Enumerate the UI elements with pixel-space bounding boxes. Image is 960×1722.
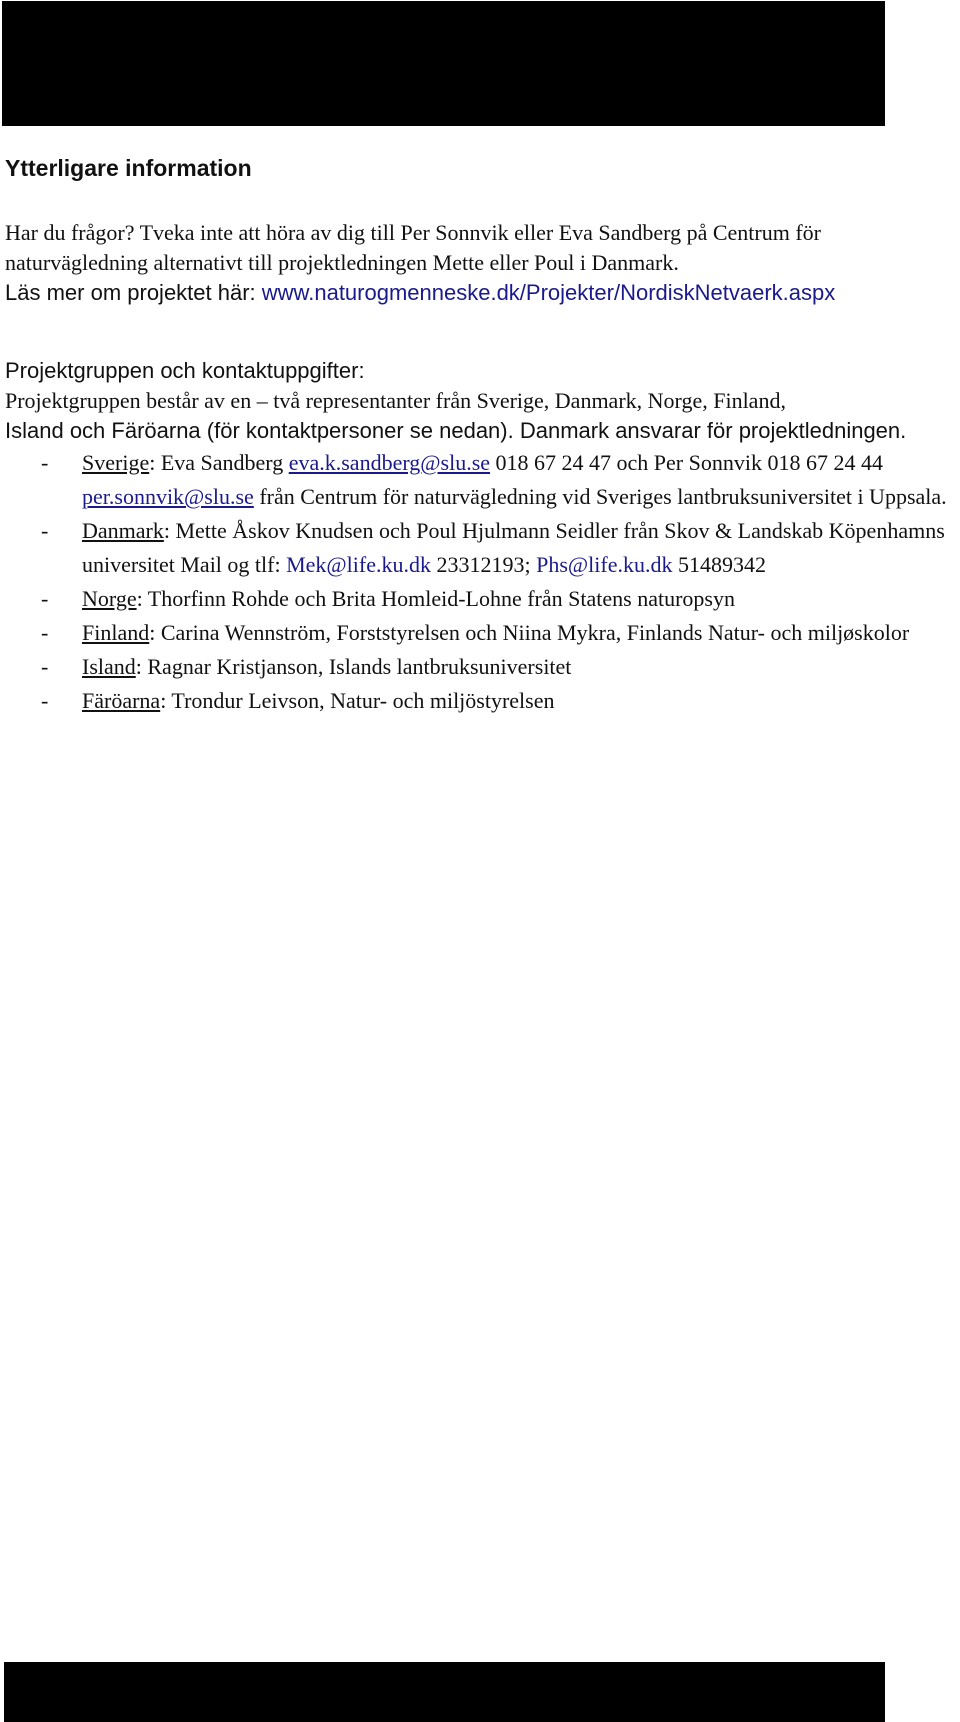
list-dash: - [41, 518, 49, 543]
group-description-line2: Island och Färöarna (för kontaktpersoner se nedan). Danmark ansvarar för projektledningen. [5, 418, 907, 443]
group-title: Projektgruppen och kontaktuppgifter: [5, 358, 365, 383]
intro-text: Har du frågor? Tveka inte att höra av dig till Per Sonnvik eller Eva Sandberg på Centrum för naturvägledning alternativt till projektledningen Mette eller Poul i Danmark. [5, 220, 822, 275]
top-redaction-bar [2, 1, 885, 126]
read-more-label: Läs mer om projektet här: [5, 280, 262, 305]
country-sverige: Sverige [82, 450, 150, 475]
project-link[interactable]: www.naturogmenneske.dk/Projekter/NordiskNetvaerk.aspx [261, 280, 836, 305]
list-dash: - [41, 654, 49, 679]
email-link[interactable]: Mek@life.ku.dk [286, 552, 431, 577]
country-island: Island [82, 654, 136, 679]
list-item-danmark [5, 514, 960, 582]
member-text: : Ragnar Kristjanson, Islands lantbruksuniversitet [135, 654, 572, 679]
country-finland: Finland [82, 620, 150, 645]
list-dash: - [41, 586, 49, 611]
document-body [5, 150, 960, 718]
country-danmark: Danmark [82, 518, 164, 543]
member-text: : Eva Sandberg [149, 450, 289, 475]
member-text: 23312193; [431, 552, 537, 577]
email-link[interactable]: per.sonnvik@slu.se [82, 484, 254, 509]
group-description-line1: Projektgruppen består av en – två representanter från Sverige, Danmark, Norge, Finland, [5, 388, 786, 413]
email-link[interactable]: Phs@life.ku.dk [536, 552, 673, 577]
list-dash: - [41, 450, 49, 475]
read-more-line [5, 278, 960, 308]
member-text: : Trondur Leivson, Natur- och miljöstyrelsen [160, 688, 555, 713]
member-text: : Thorfinn Rohde och Brita Homleid-Lohne från Statens naturopsyn [136, 586, 735, 611]
member-text: från Centrum för naturvägledning vid Sveriges lantbruksuniversitet i Uppsala. [253, 484, 947, 509]
list-item-sverige [5, 446, 960, 514]
member-text: 51489342 [672, 552, 766, 577]
member-text: : Mette Åskov Knudsen och Poul Hjulmann Seidler från Skov & Landskab Köpenhamns universitet Mail og tlf: [82, 518, 945, 577]
email-link[interactable]: eva.k.sandberg@slu.se [288, 450, 491, 475]
group-description [5, 386, 960, 446]
list-item-faroarna [5, 684, 960, 718]
member-list [5, 446, 960, 718]
list-item-island [5, 650, 960, 684]
member-text: 018 67 24 47 och Per Sonnvik 018 67 24 44 [490, 450, 883, 475]
section-heading: Ytterligare information [5, 155, 252, 181]
intro-paragraph [5, 218, 960, 278]
list-item-norge [5, 582, 960, 616]
list-item-finland [5, 616, 960, 650]
country-faroarna: Färöarna [82, 688, 161, 713]
list-dash: - [41, 688, 49, 713]
member-text: : Carina Wennström, Forststyrelsen och Niina Mykra, Finlands Natur- och miljøskolor [149, 620, 910, 645]
country-norge: Norge [82, 586, 137, 611]
bottom-redaction-bar [4, 1662, 885, 1722]
list-dash: - [41, 620, 49, 645]
